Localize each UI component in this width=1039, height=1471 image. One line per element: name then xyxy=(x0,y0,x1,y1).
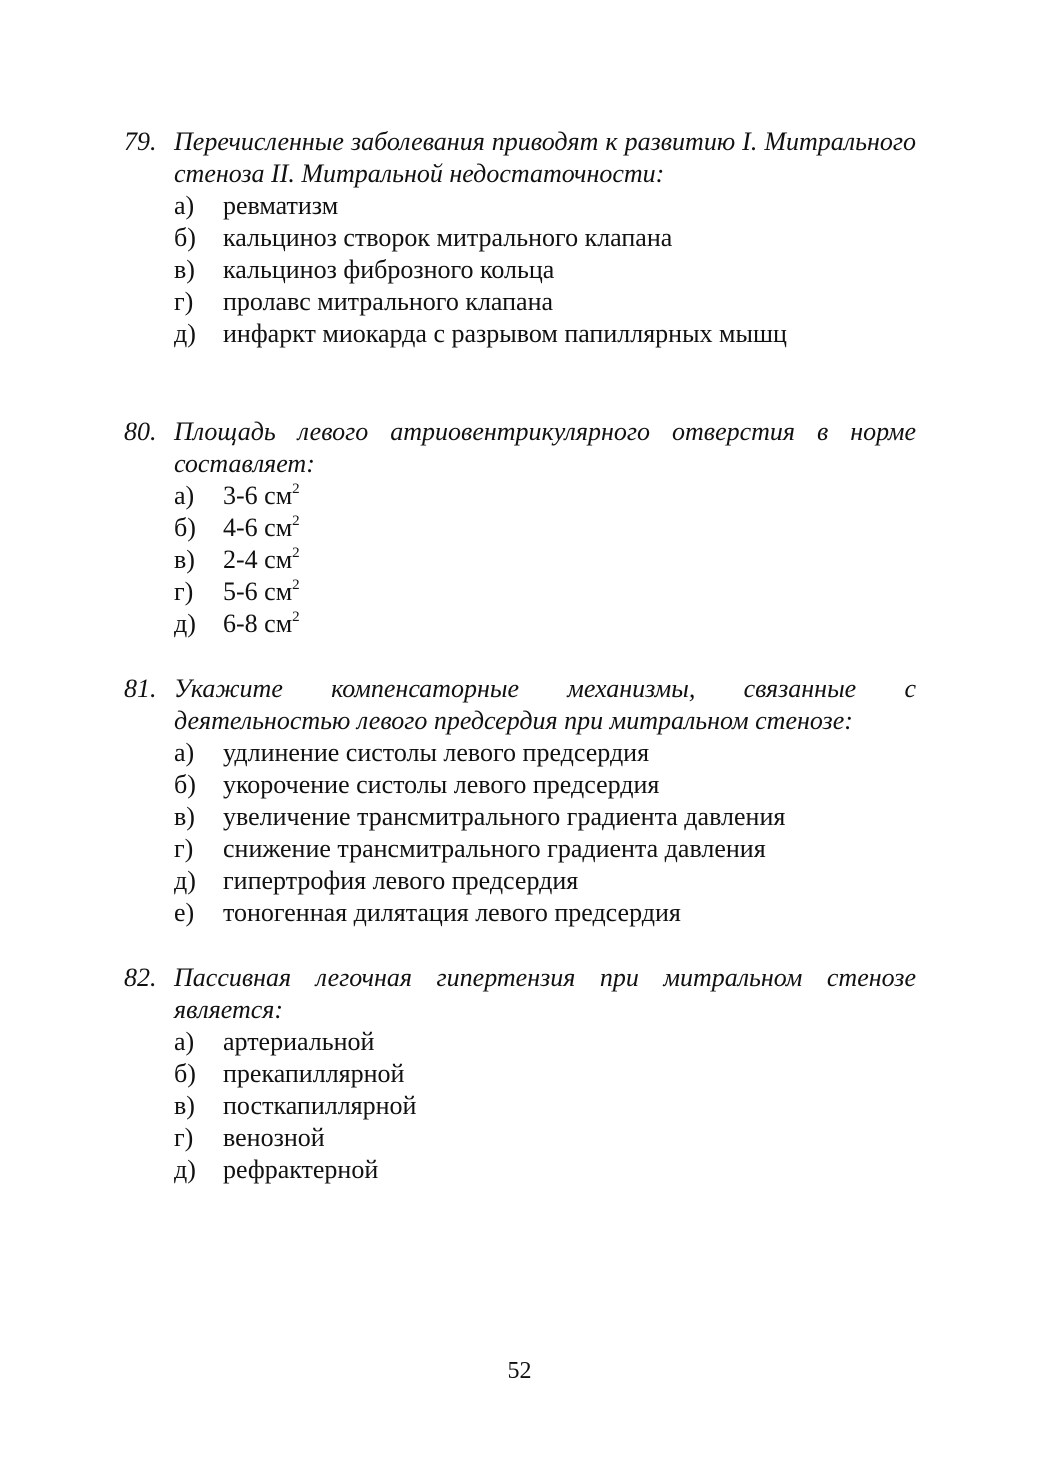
page-number: 52 xyxy=(507,1358,532,1384)
option-letter: г) xyxy=(174,1123,194,1152)
answer-option xyxy=(174,576,916,608)
question-text: Укажите компенсаторные механизмы, связанные с деятельностью левого предсердия при митральном стенозе: xyxy=(174,674,916,735)
unit-exponent: 2 xyxy=(292,609,300,626)
answer-option xyxy=(174,222,916,254)
option-letter: а) xyxy=(174,738,195,767)
option-text xyxy=(223,608,916,640)
answer-option xyxy=(174,1122,916,1154)
option-letter: д) xyxy=(174,609,196,638)
answer-option xyxy=(174,801,916,833)
option-text: удлинение систолы левого предсердия xyxy=(223,738,650,767)
answer-options xyxy=(174,737,916,929)
answer-option xyxy=(174,1090,916,1122)
question-number: 81. xyxy=(124,674,157,703)
question-text: Площадь левого атриовентрикулярного отверстия в норме составляет: xyxy=(174,417,916,478)
answer-option xyxy=(174,1058,916,1090)
option-text: инфаркт миокарда с разрывом папиллярных мышц xyxy=(223,319,787,348)
option-text: прекапиллярной xyxy=(223,1059,405,1088)
answer-option xyxy=(174,1154,916,1186)
option-letter: д) xyxy=(174,866,196,895)
question-79 xyxy=(124,126,916,350)
option-text: рефрактерной xyxy=(223,1155,379,1184)
question-number: 79. xyxy=(124,127,157,156)
answer-option xyxy=(174,318,916,350)
question-81 xyxy=(124,673,916,929)
question-text: Перечисленные заболевания приводят к развитию I. Митрального стеноза II. Митральной недостаточности: xyxy=(174,127,916,188)
answer-option xyxy=(174,544,916,576)
option-text: увеличение трансмитрального градиента давления xyxy=(223,802,786,831)
option-letter: д) xyxy=(174,319,196,348)
unit-exponent: 2 xyxy=(292,545,300,562)
answer-option xyxy=(174,897,916,929)
option-letter: б) xyxy=(174,223,196,252)
option-value: 4-6 см xyxy=(223,513,293,542)
option-value: 5-6 см xyxy=(223,577,293,606)
option-text: посткапиллярной xyxy=(223,1091,417,1120)
unit-exponent: 2 xyxy=(292,577,300,594)
question-header xyxy=(124,416,916,480)
option-value: 2-4 см xyxy=(223,545,293,574)
option-text: кальциноз створок митрального клапана xyxy=(223,223,673,252)
answer-option xyxy=(174,769,916,801)
answer-option xyxy=(174,286,916,318)
option-text: тоногенная дилятация левого предсердия xyxy=(223,898,681,927)
option-letter: в) xyxy=(174,545,195,574)
option-value: 3-6 см xyxy=(223,481,293,510)
answer-option xyxy=(174,480,916,512)
option-text: ревматизм xyxy=(223,191,339,220)
answer-option xyxy=(174,865,916,897)
option-text: укорочение систолы левого предсердия xyxy=(223,770,660,799)
answer-options xyxy=(174,1026,916,1186)
option-letter: а) xyxy=(174,191,195,220)
option-letter: а) xyxy=(174,481,195,510)
answer-options xyxy=(174,190,916,350)
option-letter: г) xyxy=(174,834,194,863)
option-letter: б) xyxy=(174,1059,196,1088)
option-text xyxy=(223,576,916,608)
question-header xyxy=(124,126,916,190)
option-letter: в) xyxy=(174,1091,195,1120)
option-text: снижение трансмитрального градиента давления xyxy=(223,834,766,863)
question-header xyxy=(124,962,916,1026)
answer-option xyxy=(174,512,916,544)
option-text: гипертрофия левого предсердия xyxy=(223,866,579,895)
option-letter: е) xyxy=(174,898,195,927)
option-letter: в) xyxy=(174,255,195,284)
question-number: 82. xyxy=(124,963,157,992)
option-value: 6-8 см xyxy=(223,609,293,638)
option-text: пролавс митрального клапана xyxy=(223,287,554,316)
option-text: кальциноз фиброзного кольца xyxy=(223,255,555,284)
option-text: артериальной xyxy=(223,1027,375,1056)
option-letter: г) xyxy=(174,287,194,316)
answer-option xyxy=(174,1026,916,1058)
question-82 xyxy=(124,962,916,1186)
option-text xyxy=(223,480,916,512)
answer-option xyxy=(174,608,916,640)
option-text xyxy=(223,512,916,544)
answer-option xyxy=(174,254,916,286)
answer-option xyxy=(174,737,916,769)
option-letter: а) xyxy=(174,1027,195,1056)
option-letter: б) xyxy=(174,770,196,799)
answer-options xyxy=(174,480,916,640)
question-text: Пассивная легочная гипертензия при митральном стенозе является: xyxy=(174,963,916,1024)
option-letter: г) xyxy=(174,577,194,606)
question-80 xyxy=(124,416,916,640)
option-text xyxy=(223,544,916,576)
question-number: 80. xyxy=(124,417,157,446)
answer-option xyxy=(174,833,916,865)
answer-option xyxy=(174,190,916,222)
option-letter: д) xyxy=(174,1155,196,1184)
option-letter: б) xyxy=(174,513,196,542)
option-letter: в) xyxy=(174,802,195,831)
question-header xyxy=(124,673,916,737)
unit-exponent: 2 xyxy=(292,513,300,530)
unit-exponent: 2 xyxy=(292,481,300,498)
option-text: венозной xyxy=(223,1123,325,1152)
